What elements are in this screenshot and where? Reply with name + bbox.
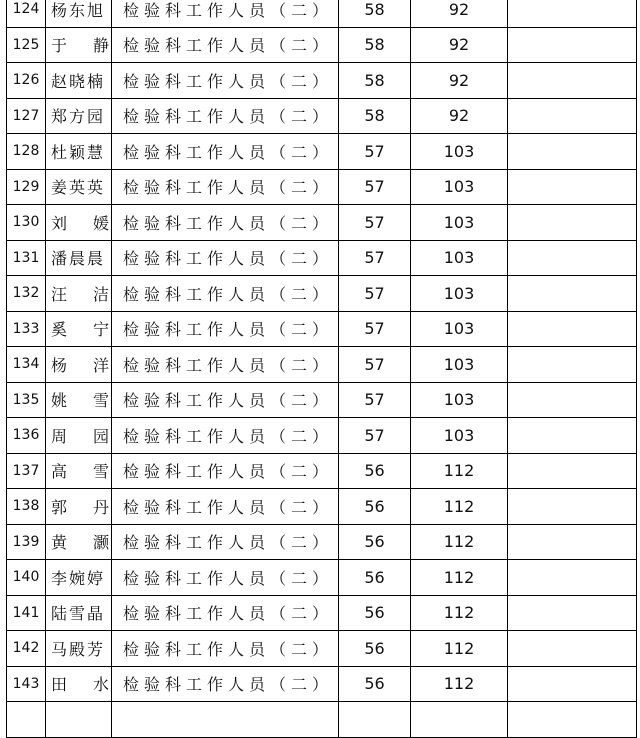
row-number-cell: 124 (7, 0, 46, 27)
name-cell: 高雪 (46, 453, 112, 489)
row-number-cell: 139 (7, 524, 46, 560)
table-row (7, 276, 637, 312)
table-row (7, 98, 637, 134)
score-cell: 56 (339, 595, 411, 631)
score-cell: 57 (339, 240, 411, 276)
score-cell: 57 (339, 418, 411, 454)
remark-cell (508, 98, 637, 134)
score-cell: 56 (339, 489, 411, 525)
table-row (7, 631, 637, 667)
name-cell: 杨东旭 (46, 0, 112, 27)
position-cell: 检验科工作人员（二） (112, 134, 339, 170)
table-row (7, 453, 637, 489)
row-number-cell: 131 (7, 240, 46, 276)
name-cell: 李婉婷 (46, 560, 112, 596)
score-cell: 57 (339, 347, 411, 383)
table-row (7, 27, 637, 63)
rank-cell: 103 (411, 418, 508, 454)
position-cell: 检验科工作人员（二） (112, 27, 339, 63)
rank-cell: 92 (411, 98, 508, 134)
position-cell: 检验科工作人员（二） (112, 382, 339, 418)
position-cell: 检验科工作人员（二） (112, 631, 339, 667)
score-cell: 58 (339, 98, 411, 134)
row-number-cell: 135 (7, 382, 46, 418)
rank-cell: 92 (411, 0, 508, 27)
rank-cell: 112 (411, 524, 508, 560)
remark-cell (508, 134, 637, 170)
remark-cell (508, 560, 637, 596)
remark-cell (508, 524, 637, 560)
row-number-cell: 129 (7, 169, 46, 205)
score-cell: 57 (339, 311, 411, 347)
score-cell: 58 (339, 63, 411, 99)
results-table-body (7, 0, 637, 737)
rank-cell: 103 (411, 169, 508, 205)
row-number-cell: 132 (7, 276, 46, 312)
name-cell: 杜颖慧 (46, 134, 112, 170)
rank-cell: 103 (411, 276, 508, 312)
rank-cell: 112 (411, 595, 508, 631)
remark-cell (508, 418, 637, 454)
remark-cell (508, 311, 637, 347)
name-cell: 姚雪 (46, 382, 112, 418)
score-cell: 57 (339, 205, 411, 241)
name-cell: 潘晨晨 (46, 240, 112, 276)
remark-cell (508, 63, 637, 99)
row-number-cell: 142 (7, 631, 46, 667)
row-number-cell: 125 (7, 27, 46, 63)
name-cell: 赵晓楠 (46, 63, 112, 99)
table-row (7, 595, 637, 631)
score-cell: 56 (339, 560, 411, 596)
position-cell: 检验科工作人员（二） (112, 205, 339, 241)
table-row (7, 134, 637, 170)
rank-cell: 103 (411, 134, 508, 170)
rank-cell: 103 (411, 311, 508, 347)
name-cell: 汪洁 (46, 276, 112, 312)
remark-cell (508, 0, 637, 27)
rank-cell: 103 (411, 382, 508, 418)
score-cell: 58 (339, 27, 411, 63)
remark-cell (508, 347, 637, 383)
name-cell: 奚宁 (46, 311, 112, 347)
row-number-cell: 140 (7, 560, 46, 596)
rank-cell: 103 (411, 205, 508, 241)
position-cell: 检验科工作人员（二） (112, 169, 339, 205)
name-cell: 于静 (46, 27, 112, 63)
table-row (7, 560, 637, 596)
table-row (7, 489, 637, 525)
results-table (6, 0, 637, 738)
position-cell: 检验科工作人员（二） (112, 311, 339, 347)
score-cell: 57 (339, 134, 411, 170)
score-cell (339, 702, 411, 738)
position-cell: 检验科工作人员（二） (112, 98, 339, 134)
rank-cell: 112 (411, 560, 508, 596)
score-cell: 56 (339, 631, 411, 667)
name-cell: 黄灏 (46, 524, 112, 560)
position-cell: 检验科工作人员（二） (112, 560, 339, 596)
table-row (7, 524, 637, 560)
name-cell: 马殿芳 (46, 631, 112, 667)
table-row (7, 347, 637, 383)
table-row (7, 169, 637, 205)
rank-cell: 92 (411, 27, 508, 63)
row-number-cell: 141 (7, 595, 46, 631)
remark-cell (508, 595, 637, 631)
position-cell: 检验科工作人员（二） (112, 347, 339, 383)
row-number-cell: 138 (7, 489, 46, 525)
name-cell: 郭丹 (46, 489, 112, 525)
table-row (7, 418, 637, 454)
rank-cell: 103 (411, 347, 508, 383)
table-row (7, 382, 637, 418)
remark-cell (508, 169, 637, 205)
remark-cell (508, 240, 637, 276)
table-row (7, 63, 637, 99)
row-number-cell: 133 (7, 311, 46, 347)
score-cell: 57 (339, 169, 411, 205)
remark-cell (508, 205, 637, 241)
position-cell: 检验科工作人员（二） (112, 63, 339, 99)
row-number-cell: 143 (7, 666, 46, 702)
score-cell: 57 (339, 382, 411, 418)
row-number-cell (7, 702, 46, 738)
table-row (7, 205, 637, 241)
position-cell: 检验科工作人员（二） (112, 240, 339, 276)
name-cell: 刘媛 (46, 205, 112, 241)
remark-cell (508, 27, 637, 63)
rank-cell: 112 (411, 489, 508, 525)
score-cell: 56 (339, 453, 411, 489)
position-cell: 检验科工作人员（二） (112, 524, 339, 560)
table-row (7, 311, 637, 347)
row-number-cell: 128 (7, 134, 46, 170)
name-cell: 周园 (46, 418, 112, 454)
row-number-cell: 126 (7, 63, 46, 99)
score-cell: 56 (339, 666, 411, 702)
name-cell: 杨洋 (46, 347, 112, 383)
rank-cell (411, 702, 508, 738)
row-number-cell: 130 (7, 205, 46, 241)
table-row (7, 702, 637, 738)
rank-cell: 112 (411, 631, 508, 667)
table-row (7, 0, 637, 27)
remark-cell (508, 489, 637, 525)
table-row (7, 240, 637, 276)
row-number-cell: 127 (7, 98, 46, 134)
score-cell: 56 (339, 524, 411, 560)
name-cell: 田水 (46, 666, 112, 702)
remark-cell (508, 382, 637, 418)
remark-cell (508, 631, 637, 667)
row-number-cell: 136 (7, 418, 46, 454)
position-cell: 检验科工作人员（二） (112, 595, 339, 631)
remark-cell (508, 453, 637, 489)
row-number-cell: 134 (7, 347, 46, 383)
position-cell (112, 702, 339, 738)
rank-cell: 112 (411, 453, 508, 489)
position-cell: 检验科工作人员（二） (112, 418, 339, 454)
position-cell: 检验科工作人员（二） (112, 276, 339, 312)
position-cell: 检验科工作人员（二） (112, 489, 339, 525)
name-cell: 郑方园 (46, 98, 112, 134)
name-cell: 姜英英 (46, 169, 112, 205)
position-cell: 检验科工作人员（二） (112, 453, 339, 489)
name-cell (46, 702, 112, 738)
remark-cell (508, 276, 637, 312)
score-cell: 58 (339, 0, 411, 27)
score-cell: 57 (339, 276, 411, 312)
row-number-cell: 137 (7, 453, 46, 489)
name-cell: 陆雪晶 (46, 595, 112, 631)
remark-cell (508, 666, 637, 702)
position-cell: 检验科工作人员（二） (112, 0, 339, 27)
rank-cell: 92 (411, 63, 508, 99)
rank-cell: 112 (411, 666, 508, 702)
rank-cell: 103 (411, 240, 508, 276)
table-row (7, 666, 637, 702)
remark-cell (508, 702, 637, 738)
position-cell: 检验科工作人员（二） (112, 666, 339, 702)
